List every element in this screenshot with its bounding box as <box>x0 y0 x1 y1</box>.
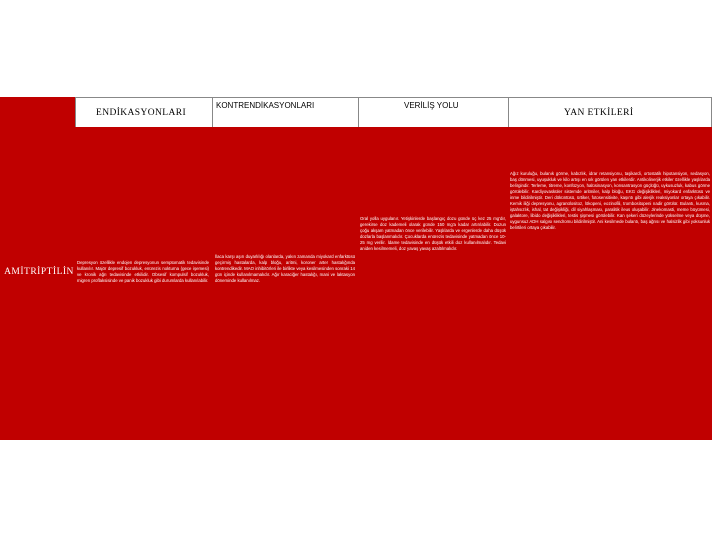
contraindications-text: İlaca karşı aşırı duyarlılığı olanlarda, yakın zamanda miyokard enfarktüsü geçirmiş hastalarda, kalp bloğu, aritmi, koroner arter hastalığında kontrendikedir. MAO inhibitörleri ile birlikte veya kesilmesinden sonraki 14 gün içinde kullanılmamalıdır. Ağır karaciğer hastalığı, mani ve laktasyon döneminde kullanılmaz. <box>215 254 355 283</box>
side-effects-text: Ağız kuruluğu, bulanık görme, kabızlık, idrar retansiyonu, taşikardi, ortostatik hipotansiyon, sedasyon, baş dönmesi, uyuşukluk ve kilo artışı en sık görülen yan etkilerdir. Antikolinerjik etkiler özellikle yaşlılarda belirgindir. Terleme, titreme, konfüzyon, halüsinasyon, konsantrasyon güçlüğü, uykusuzluk, kabus görme görülebilir. Kardiyovasküler sistemde aritmiler, kalp bloğu, EKG değişiklikleri, miyokard enfarktüsü ve inme bildirilmiştir. Deri döküntüsü, ürtiker, fotosensitivite, kaşıntı gibi alerjik reaksiyonlar ortaya çıkabilir. Kemik iliği depresyonu, agranülositoz, lökopeni, eozinofili, trombositopeni nadir görülür. Bulantı, kusma, iştahsızlık, ishal, tat değişikliği, dil siyahlaşması, paralitik ileus oluşabilir. Jinekomasti, meme büyümesi, galaktore, libido değişiklikleri, testis şişmesi görülebilir. Kan şekeri düzeylerinde yükselme veya düşme, uygunsuz ADH salgısı sendromu bildirilmiştir. Ani kesilmede bulantı, baş ağrısı ve halsizlik gibi yoksunluk belirtileri ortaya çıkabilir. <box>510 171 710 230</box>
indications-text: Depresyon özellikle endojen depresyonun semptomatik tedavisinde kullanılır. Majör depresif bozukluk, enürezis nokturna (gece işemesi) ve kronik ağrı tedavisinde etkilidir. Obsesif kompulsif bozukluk, migren proflaksisinde ve panik bozukluk gibi durumlarda kullanılabilir. <box>77 260 209 283</box>
route-cell <box>358 127 508 440</box>
header-contraindications: KONTRENDİKASYONLARI <box>216 101 315 110</box>
route-text: Oral yolla uygulanır. Yetişkinlerde başlangıç dozu günde üç kez 25 mg'dır, gerekirse doz kademeli olarak günde 150 mg'a kadar artırılabilir. Dozun çoğu akşam yatmadan önce verilebilir. Yaşlılarda ve ergenlerde daha düşük dozlarla başlanmalıdır. Çocuklarda enürezis tedavisinde yatmadan önce 10-25 mg verilir. İdame tedavisinde en düşük etkili doz kullanılmalıdır. Tedavi aniden kesilmemeli, doz yavaş yavaş azaltılmalıdır. <box>360 216 506 251</box>
drug-name: AMİTRİPTİLİN <box>4 267 74 277</box>
header-indications: ENDİKASYONLARI <box>96 108 187 118</box>
header-route: VERİLİŞ YOLU <box>404 101 459 110</box>
header-side-effects: YAN ETKİLERİ <box>564 108 634 118</box>
